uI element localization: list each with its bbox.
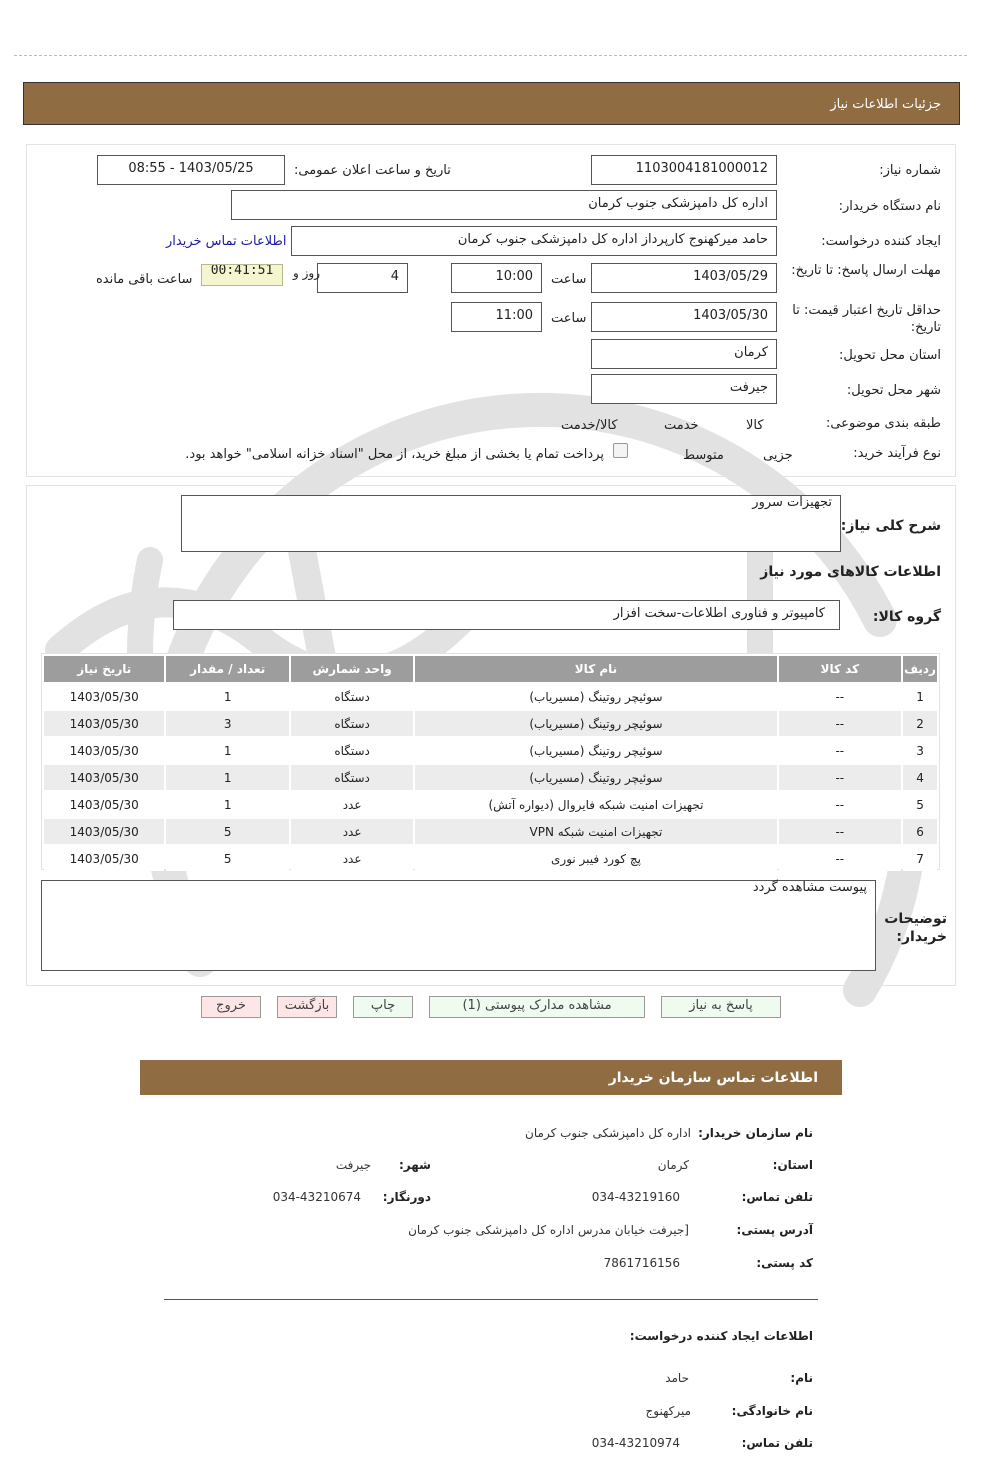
cell-qty: 3 (166, 711, 288, 736)
back-button[interactable]: بازگشت (277, 996, 337, 1018)
treasury-checkbox[interactable] (613, 443, 628, 458)
city-label: شهر محل تحویل: (846, 383, 941, 398)
summary-field: تجهیزات سرور (181, 495, 841, 552)
creator-phone-value: 034-43210974 (591, 1436, 680, 1450)
cell-date: 1403/05/30 (44, 792, 164, 817)
cell-name: سوئیچر روتینگ (مسیریاب) (415, 765, 776, 790)
creator-label: ایجاد کننده درخواست: (821, 234, 941, 249)
cell-date: 1403/05/30 (44, 819, 164, 844)
contact-province-label: استان: (772, 1158, 813, 1172)
cell-name: سوئیچر روتینگ (مسیریاب) (415, 738, 776, 763)
buyer-field: اداره کل دامپزشکی جنوب کرمان (231, 190, 777, 220)
buyer-contact-link[interactable]: اطلاعات تماس خریدار (166, 234, 287, 249)
deadline-label: مهلت ارسال پاسخ: تا تاریخ: (791, 263, 941, 278)
cell-qty: 1 (166, 684, 288, 709)
contact-phone-value: 034-43219160 (591, 1190, 680, 1204)
view-attachments-button[interactable]: مشاهده مدارک پیوستی (1) (429, 996, 645, 1018)
cell-name: سوئیچر روتینگ (مسیریاب) (415, 684, 776, 709)
page-title: جزئیات اطلاعات نیاز (830, 97, 941, 112)
goods-group-label: گروه کالا: (872, 609, 941, 625)
cell-code: -- (779, 765, 901, 790)
cell-unit: دستگاه (291, 765, 413, 790)
exit-button[interactable]: خروج (201, 996, 261, 1018)
cell-name: سوئیچر روتینگ (مسیریاب) (415, 711, 776, 736)
cell-qty: 5 (166, 846, 288, 871)
deadline-date-field: 1403/05/29 (591, 263, 777, 293)
address-label: آدرس پستی: (736, 1223, 813, 1237)
purchase-medium-label: متوسط (683, 448, 724, 463)
remaining-label: ساعت باقی مانده (96, 272, 193, 287)
cell-date: 1403/05/30 (44, 846, 164, 871)
validity-label: حداقل تاریخ اعتبار قیمت: تا تاریخ: (792, 303, 941, 335)
cell-row: 3 (903, 738, 937, 763)
cell-code: -- (779, 684, 901, 709)
purchase-minor-label: جزیی (763, 448, 793, 463)
cell-code: -- (779, 846, 901, 871)
print-button[interactable]: چاپ (353, 996, 413, 1018)
category-service-label: خدمت (664, 418, 699, 433)
cell-code: -- (779, 738, 901, 763)
buyer-notes-label: توضیحات خریدار: (884, 911, 947, 945)
cell-unit: عدد (291, 846, 413, 871)
cell-row: 6 (903, 819, 937, 844)
col-unit-header: واحد شمارش (291, 656, 413, 682)
col-qty-header: تعداد / مقدار (166, 656, 288, 682)
cell-row: 1 (903, 684, 937, 709)
purchase-type-label: نوع فرآیند خرید: (853, 446, 941, 461)
org-label: نام سازمان خریدار: (698, 1126, 813, 1140)
remaining-time-display: 00:41:51 (201, 264, 283, 286)
cell-unit: عدد (291, 792, 413, 817)
cell-date: 1403/05/30 (44, 765, 164, 790)
col-name-header: نام کالا (415, 656, 776, 682)
cell-qty: 5 (166, 819, 288, 844)
cell-row: 5 (903, 792, 937, 817)
cell-unit: دستگاه (291, 684, 413, 709)
cell-row: 4 (903, 765, 937, 790)
address-value: [جیرفت خیابان مدرس اداره کل دامپزشکی جنوب کرمان (408, 1223, 689, 1237)
first-name-label: نام: (790, 1371, 813, 1385)
cell-unit: عدد (291, 819, 413, 844)
cell-qty: 1 (166, 765, 288, 790)
cell-code: -- (779, 792, 901, 817)
cell-date: 1403/05/30 (44, 684, 164, 709)
days-field: 4 (317, 263, 408, 293)
table-row (44, 765, 937, 790)
contact-title: اطلاعات تماس سازمان خریدار (608, 1070, 818, 1086)
table-row (44, 738, 937, 763)
contact-city-value: جیرفت (335, 1158, 371, 1172)
creator-info-title: اطلاعات ایجاد کننده درخواست: (629, 1329, 813, 1343)
col-code-header: کد کالا (779, 656, 901, 682)
validity-time-label: ساعت (551, 311, 587, 326)
table-row (44, 792, 937, 817)
reply-button[interactable]: پاسخ به نیاز (661, 996, 781, 1018)
cell-code: -- (779, 819, 901, 844)
cell-code: -- (779, 711, 901, 736)
cell-name: تجهیزات امنیت شبکه فایروال (دیواره آتش) (415, 792, 776, 817)
first-name-value: حامد (665, 1371, 689, 1385)
city-field: جیرفت (591, 374, 777, 404)
cell-qty: 1 (166, 792, 288, 817)
table-row (44, 819, 937, 844)
category-both-label: کالا/خدمت (561, 418, 618, 433)
cell-unit: دستگاه (291, 738, 413, 763)
cell-row: 2 (903, 711, 937, 736)
fax-label: دورنگار: (382, 1190, 431, 1204)
announce-field: 1403/05/25 - 08:55 (97, 155, 285, 185)
province-field: کرمان (591, 339, 777, 369)
goods-group-field: کامپیوتر و فناوری اطلاعات-سخت افزار (173, 600, 840, 630)
cell-name: پچ کورد فیبر نوری (415, 846, 776, 871)
deadline-time-field: 10:00 (451, 263, 542, 293)
postal-value: 7861716156 (603, 1256, 680, 1270)
contact-header (140, 1060, 842, 1095)
buyer-notes-field: پیوست مشاهده گردد (41, 880, 876, 971)
fax-value: 034-43210674 (272, 1190, 361, 1204)
page-header (23, 82, 960, 125)
top-divider (14, 55, 967, 56)
deadline-time-label: ساعت (551, 272, 587, 287)
contact-divider (164, 1299, 818, 1300)
col-row-header: ردیف (903, 656, 937, 682)
buyer-label: نام دستگاه خریدار: (838, 199, 941, 214)
category-goods-label: کالا (746, 418, 764, 433)
contact-province-value: کرمان (657, 1158, 689, 1172)
goods-table (42, 654, 939, 873)
cell-name: تجهیزات امنیت شبکه VPN (415, 819, 776, 844)
announce-label: تاریخ و ساعت اعلان عمومی: (294, 163, 451, 178)
treasury-note: پرداخت تمام یا بخشی از مبلغ خرید، از محل "اسناد خزانه اسلامی" خواهد بود. (185, 447, 604, 462)
goods-table-header (44, 656, 937, 682)
creator-phone-label: تلفن تماس: (741, 1436, 813, 1450)
table-row (44, 711, 937, 736)
org-value: اداره کل دامپزشکی جنوب کرمان (525, 1126, 691, 1140)
contact-phone-label: تلفن تماس: (741, 1190, 813, 1204)
cell-unit: دستگاه (291, 711, 413, 736)
validity-date-field: 1403/05/30 (591, 302, 777, 332)
province-label: استان محل تحویل: (839, 348, 941, 363)
cell-date: 1403/05/30 (44, 711, 164, 736)
summary-label: شرح کلی نیاز: (840, 518, 941, 534)
last-name-value: میرکهنوج (645, 1404, 691, 1418)
days-label: روز و (293, 266, 320, 280)
last-name-label: نام خانوادگی: (731, 1404, 813, 1418)
table-row (44, 846, 937, 871)
postal-label: کد پستی: (756, 1256, 813, 1270)
cell-date: 1403/05/30 (44, 738, 164, 763)
table-row (44, 684, 937, 709)
col-date-header: تاریخ نیاز (44, 656, 164, 682)
creator-field: حامد میرکهنوج کارپرداز اداره کل دامپزشکی جنوب کرمان (291, 226, 777, 256)
goods-info-title: اطلاعات کالاهای مورد نیاز (760, 564, 941, 580)
validity-time-field: 11:00 (451, 302, 542, 332)
cell-row: 7 (903, 846, 937, 871)
contact-city-label: شهر: (399, 1158, 431, 1172)
category-label: طبقه بندی موضوعی: (825, 416, 941, 431)
need-number-field: 1103004181000012 (591, 155, 777, 185)
cell-qty: 1 (166, 738, 288, 763)
need-number-label: شماره نیاز: (879, 163, 941, 178)
goods-table-wrap (41, 653, 940, 870)
